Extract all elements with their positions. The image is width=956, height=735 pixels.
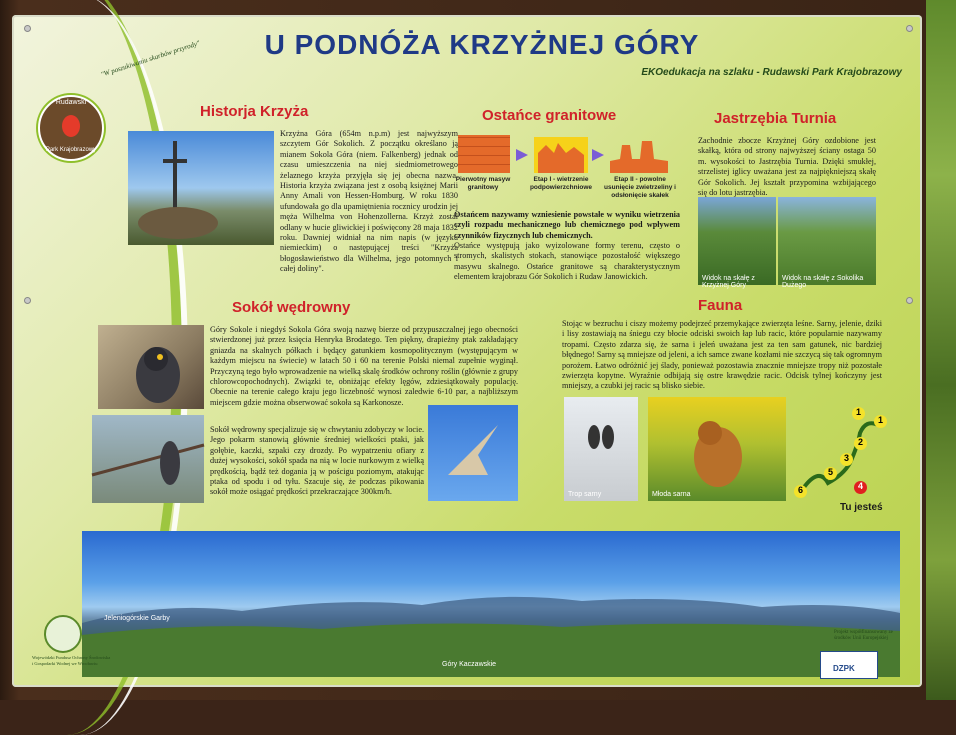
trail-marker: 6: [794, 485, 807, 498]
background-foliage: [926, 0, 956, 700]
young-deer-photo: [648, 397, 786, 501]
ostance-definition: Ostańcem nazywamy wzniesienie powstałe w wyniku wietrzenia czyli rozpadu mechanicznego lub chemicznego pod wpływem czynników fizycznych lub chemicznych.: [454, 210, 680, 240]
rock-photo-2: [778, 197, 876, 289]
granite-massif-diagram: [458, 135, 510, 173]
trail-marker: 2: [854, 437, 867, 450]
park-logo: [38, 95, 104, 161]
falcon-photo: [98, 325, 204, 409]
panorama-label: Jeleniogórskie Garby: [104, 615, 170, 622]
you-are-here-label: Tu jesteś: [840, 502, 883, 513]
step-label-2: Etap I - wietrzenie podpowierzchniowe: [529, 176, 593, 191]
dzpk-badge: [820, 651, 878, 679]
arrow-icon: [592, 149, 604, 161]
slogan: "W poszukiwaniu skarbów przyrody": [100, 39, 201, 79]
deer-track-photo: [564, 397, 638, 501]
photo-caption: Młoda sarna: [652, 491, 691, 498]
trail-marker: 1: [874, 415, 887, 428]
logo-bottom-text: Park Krajobrazowy: [45, 147, 97, 153]
trail-marker: 1: [852, 407, 865, 420]
history-text: Krzyżna Góra (654m n.p.m) jest najwyższym szczytem Gór Sokolich. Z początku określano ją mianem Sokola Góra (niem. Falkenberg) jednak od czasu umieszczenia na niej siedmiometrowego żelaznego krzyża przyjęła się jej obecna nazwa. Historia krzyża związana jest z osobą księżnej Marii Anny Amali von Hessen-Homburg. W roku 1830 ufundowała go dla upamiętnienia rocznicy urodzin jej męża Wilhelma von Hohenzollerna. Krzyż został odlany w hucie gliwickiej i poświęcony 28 maja 1832 roku. Dawniej widniał na nim napis (w języku niemieckim) o następującej treści "Krzyża błogosławieństwo dla Wilhelma, jego potomnych i całej doliny".: [280, 129, 458, 274]
badge-subtext: Projekt współfinansowany ze środków Unii Europejskiej: [834, 630, 893, 641]
trail-marker: 5: [824, 467, 837, 480]
ostance-title: Ostańce granitowe: [482, 107, 617, 124]
fauna-text: Stojąc w bezruchu i ciszy możemy podejrzeć przemykające zwierzęta leśne. Sarny, jelenie, dziki i lisy zostawiają na śniegu czy błocie odciski swoich łap lub racic, które popularnie nazywamy tropami. Często zdarza się, że sarna i jeleń uważana jest za ten sam gatunek, nic bardziej błędnego! Sarny są mniejsze od jeleni, a ich samce zwane kozłami nie szczycą się tak ogromnym porożem. Łatwo odróżnić jej ślady, ponieważ pozostawia znacznie mniejsze tropy niż pozostałe zwierzęta kopytne. Wyraźnie odbijają się ostre krawędzie racic. Odcisk tylnej kończyny jest mniejszy, a czubki jej racic są blisko siebie.: [562, 319, 882, 391]
screw: [24, 297, 31, 304]
rock-photo-1: [698, 197, 776, 289]
trail-marker: 3: [840, 453, 853, 466]
trail-marker-current: 4: [854, 481, 867, 494]
falcon-flight-photo: [428, 405, 518, 501]
jastrzebia-text: Zachodnie zbocze Krzyżnej Góry ozdobione jest skałką, która od strony najwyższej ściany ostaga 50 m. wysokości to Jastrzębia Turnia. Dzięki smukłej, strzelistej iglicy uważana jest za najpiękniejszą skałę Gór Sokolich. Jej kształt przypomina wzbijającego się do lotu jastrzębia.: [698, 136, 876, 198]
panorama-photo: [82, 531, 900, 677]
board-subtitle: EKOedukacja na szlaku - Rudawski Park Krajobrazowy: [641, 67, 902, 78]
sokol-text-1: Góry Sokole i niegdyś Sokola Góra swoją nazwę bierze od przypuszczalnej jego obecności stwierdzonej już przez księcia Henryka Brodatego. Ten piękny, drapieżny ptak zakładający gniazda na skalnych półkach i będący gatunkiem kosmopolitycznym (występującym w każdym miejscu na świecie) w latach 50 i 60 na terenie Polski niemal zupełnie wyginął. Przyczyną tego było wprowadzenie na wielką skalę środków ochrony roślin (głównie z grupy chlorowcopochodnych). Związki te, obniżając efekty lęgów, zdziesiątkowały populację. Obecnie na terenie całego kraju jego liczebność wynosi zaledwie 6-10 par, a najbliższym miejscem gdzie można obserwować sokoła są Karkonosze.: [210, 325, 518, 407]
sokol-title: Sokół wędrowny: [232, 299, 351, 316]
step-label-3: Etap II - powolne usunięcie zwietrzeliny i odsłonięcie skałek: [604, 176, 676, 199]
fund-seal: [44, 615, 82, 653]
photo-caption: Widok na skałę z Sokolika Dużego: [782, 275, 864, 289]
information-board: [12, 15, 922, 687]
fauna-title: Fauna: [698, 297, 743, 314]
falcon-branch-photo: [92, 415, 204, 503]
photo-caption: Trop sarny: [568, 491, 602, 498]
jastrzebia-title: Jastrzębia Turnia: [714, 110, 837, 127]
cross-photo: [128, 131, 274, 245]
panorama-label: Góry Kaczawskie: [442, 661, 497, 668]
step-label-1: Pierwotny masyw granitowy: [455, 176, 511, 191]
ostance-text: Ostańce występują jako wyizolowane formy terenu, często o stromych, skalistych stokach, stanowiące pozostałość większego masywu skalnego. Ostańce granitowe są charakterystycznym elementem krajobrazu Gór Sokolich i Rudaw Janowickich.: [454, 241, 680, 282]
sokol-text-2: Sokół wędrowny specjalizuje się w chwytaniu zdobyczy w locie. Jego pokarm stanowią głównie średniej wielkości ptaki, jak gołębie, kaczki, szpaki czy drozdy. Po wypatrzeniu ofiary z dużej wysokości, sokół spada na nią w locie nurkowym z wielką prędkością, bądź też dogania ją w pościgu poziomym, atakując ptaka od spodu i od tyłu. Szacuje się, że podczas pikowania sokół może osiągać prędkości przekraczające 300km/h.: [210, 425, 424, 497]
logo-top-text: Rudawski: [55, 99, 87, 106]
board-title: U PODNÓŻA KRZYŻNEJ GÓRY: [264, 29, 700, 60]
screw: [906, 297, 913, 304]
fund-seal-text: Wojewódzki Fundusz Ochrony Środowiska i Gospodarki Wodnej we Wrocławiu: [32, 655, 111, 666]
arrow-icon: [516, 149, 528, 161]
dzpk-badge-text: DZPK: [833, 664, 855, 673]
tor-diagram: [610, 137, 668, 173]
photo-caption: Widok na skałę z Krzyżnej Góry: [702, 275, 755, 289]
history-title: Historja Krzyża: [200, 103, 309, 120]
weathering-diagram: [534, 137, 588, 173]
